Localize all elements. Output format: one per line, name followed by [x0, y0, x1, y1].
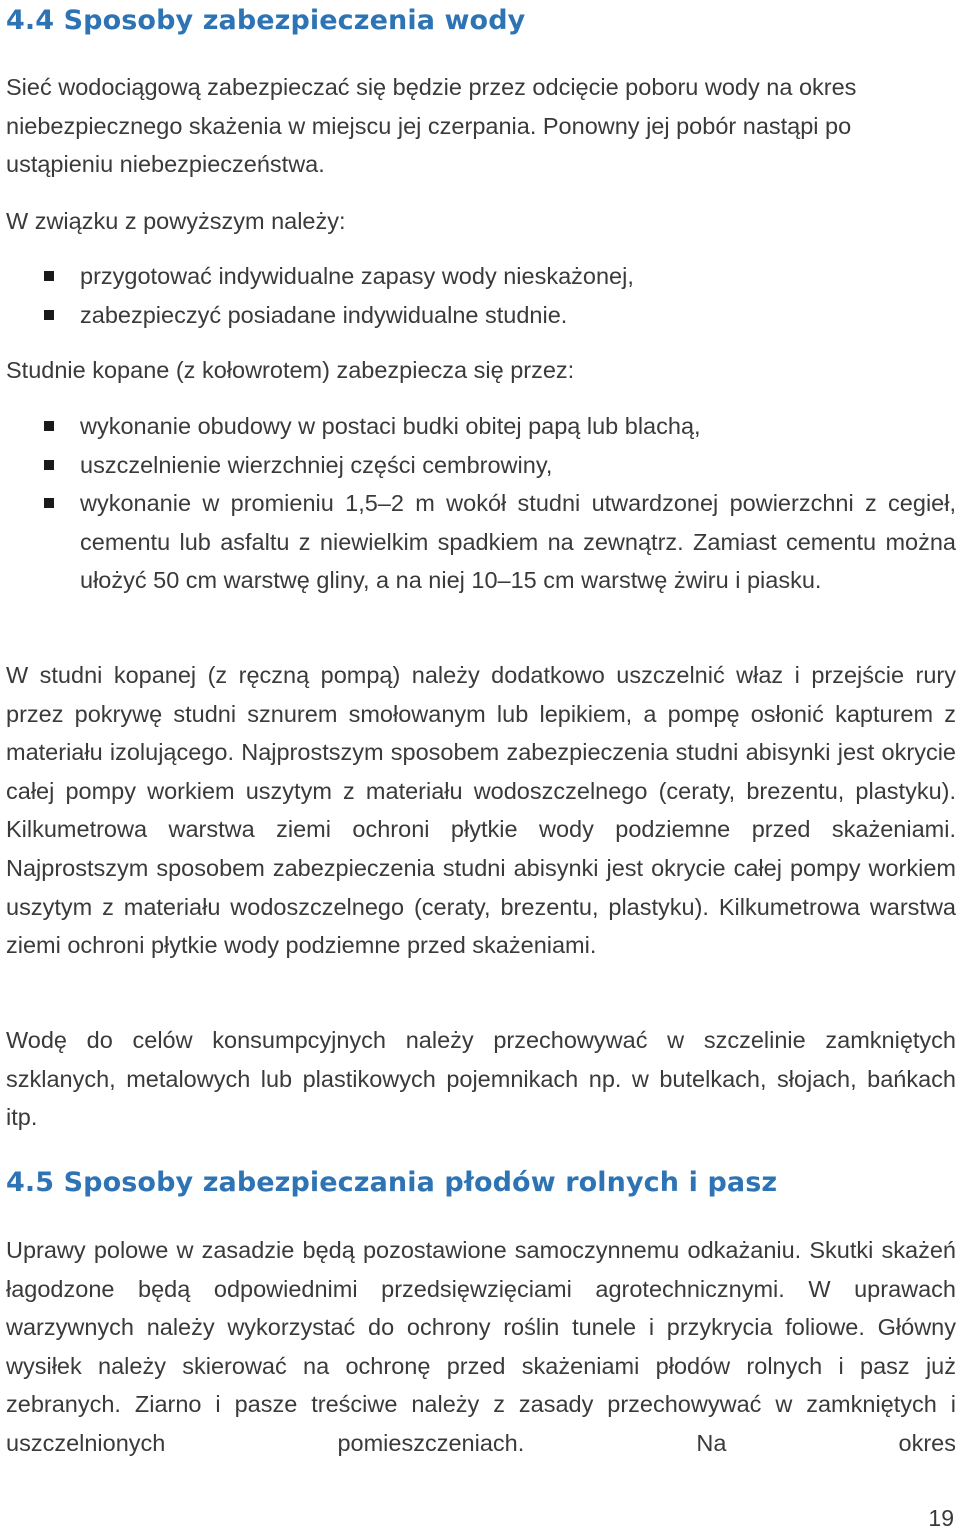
list-item: przygotować indywidualne zapasy wody nieskażonej, [6, 257, 956, 296]
paragraph: Sieć wodociągową zabezpieczać się będzie przez odcięcie poboru wody na okres niebezpiecznego skażenia w miejscu jej czerpania. Ponowny jej pobór nastąpi po ustąpieniu niebezpieczeństwa. [6, 74, 857, 178]
paragraph: W studni kopanej (z ręczną pompą) należy dodatkowo uszczelnić właz i przejście rury przez pokrywę studni sznurem smołowanym lub lepikiem, a pompę osłonić kapturem z materiału izolującego. Najprostszym sposobem zabezpieczenia studni abisynki jest okrycie całej pompy workiem uszytym z materiału wodoszczelnego (ceraty, brezentu, plastyku). Kilkumetrowa warstwa ziemi ochroni płytkie wody podziemne przed skażeniami. Najprostszym sposobem zabezpieczenia studni abisynki jest okrycie całej pompy workiem uszytym z materiału wodoszczelnego (ceraty, brezentu, plastyku). Kilkumetrowa warstwa ziemi ochroni płytkie wody podziemne przed skażeniami. [6, 662, 956, 959]
square-bullet-icon [44, 310, 54, 320]
paragraph: W związku z powyższym należy: [6, 208, 346, 234]
section-heading: 4.4 Sposoby zabezpieczenia wody [6, 5, 526, 36]
bullet-list [6, 407, 956, 600]
list-item: wykonanie w promieniu 1,5–2 m wokół studni utwardzonej powierzchni z cegieł, cementu lub asfaltu z niewielkim spadkiem na zewnątrz. Zamiast cementu można ułożyć 50 cm warstwę gliny, a na niej 10–15 cm warstwę żwiru i piasku. [6, 484, 956, 600]
square-bullet-icon [44, 460, 54, 470]
paragraph: Studnie kopane (z kołowrotem) zabezpiecza się przez: [6, 357, 575, 383]
list-item: wykonanie obudowy w postaci budki obitej papą lub blachą, [6, 407, 956, 446]
section-heading: 4.5 Sposoby zabezpieczania płodów rolnych i pasz [6, 1167, 778, 1198]
list-item: zabezpieczyć posiadane indywidualne studnie. [6, 296, 956, 335]
list-item: uszczelnienie wierzchniej części cembrowiny, [6, 446, 956, 485]
square-bullet-icon [44, 421, 54, 431]
bullet-list [6, 257, 956, 334]
square-bullet-icon [44, 498, 54, 508]
paragraph: Uprawy polowe w zasadzie będą pozostawione samoczynnemu odkażaniu. Skutki skażeń łagodzone będą odpowiednimi przedsięwzięciami agrotechnicznymi. W uprawach warzywnych należy wykorzystać do ochrony roślin tunele i przykrycia foliowe. Główny wysiłek należy skierować na ochronę przed skażeniami płodów rolnych i pasz już zebranych. Ziarno i pasze treściwe należy z zasady przechowywać w zamkniętych i uszczelnionych pomieszczeniach. Na okres [6, 1237, 956, 1456]
paragraph: Wodę do celów konsumpcyjnych należy przechowywać w szczelinie zamkniętych szklanych, metalowych lub plastikowych pojemnikach np. w butelkach, słojach, bańkach itp. [6, 1027, 956, 1131]
square-bullet-icon [44, 271, 54, 281]
page-number: 19 [928, 1505, 954, 1531]
